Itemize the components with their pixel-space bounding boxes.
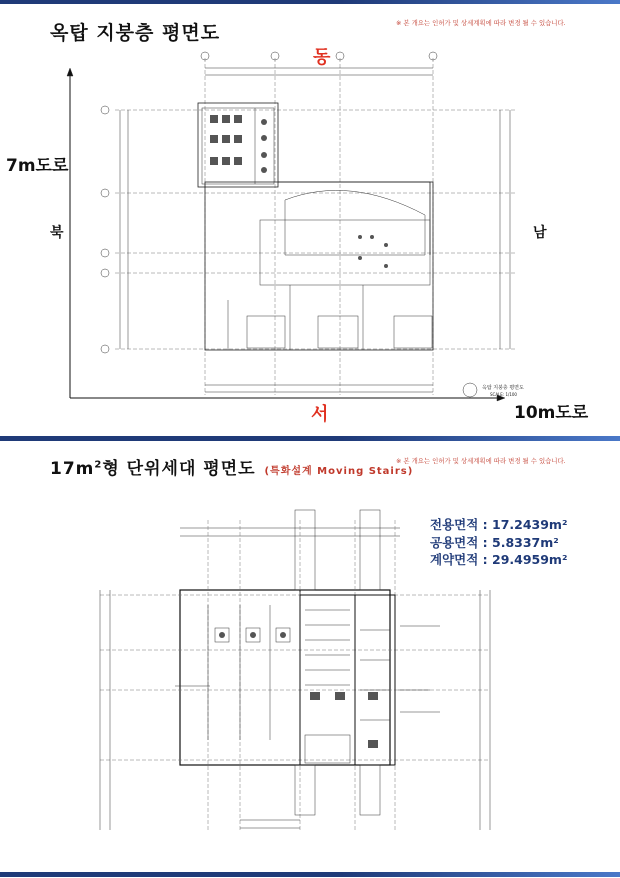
section1-notice: ※ 본 개요는 인허가 및 상세계획에 따라 변경 될 수 있습니다.: [396, 19, 566, 27]
road-label-10m: 10m도로: [514, 403, 589, 423]
road-label-7m: 7m도로: [6, 156, 69, 176]
section2-title-sup: 2: [94, 459, 103, 471]
section2-title-sub: (특화설계 Moving Stairs): [264, 466, 414, 477]
section2-notice: ※ 본 개요는 인허가 및 상세계획에 따라 변경 될 수 있습니다.: [396, 457, 566, 465]
section2-title-main: 17m: [50, 459, 95, 479]
section1-title: 옥탑 지붕층 평면도: [50, 22, 221, 44]
section2-title-rest: 형 단위세대 평면도: [102, 459, 256, 479]
scale-label: SCALE: 1/100: [490, 392, 517, 397]
direction-north: 북: [50, 225, 64, 241]
direction-south: 남: [533, 225, 547, 241]
area-common: 공용면적 : 5.8337m²: [430, 535, 559, 550]
bottom-accent-bar: [0, 872, 620, 877]
area-contract: 계약면적 : 29.4959m²: [430, 552, 568, 567]
direction-east: 동: [313, 47, 331, 68]
direction-west: 서: [311, 404, 329, 425]
area-exclusive: 전용면적 : 17.2439m²: [430, 517, 568, 532]
plan-label: 옥탑 지붕층 평면도: [482, 385, 524, 391]
